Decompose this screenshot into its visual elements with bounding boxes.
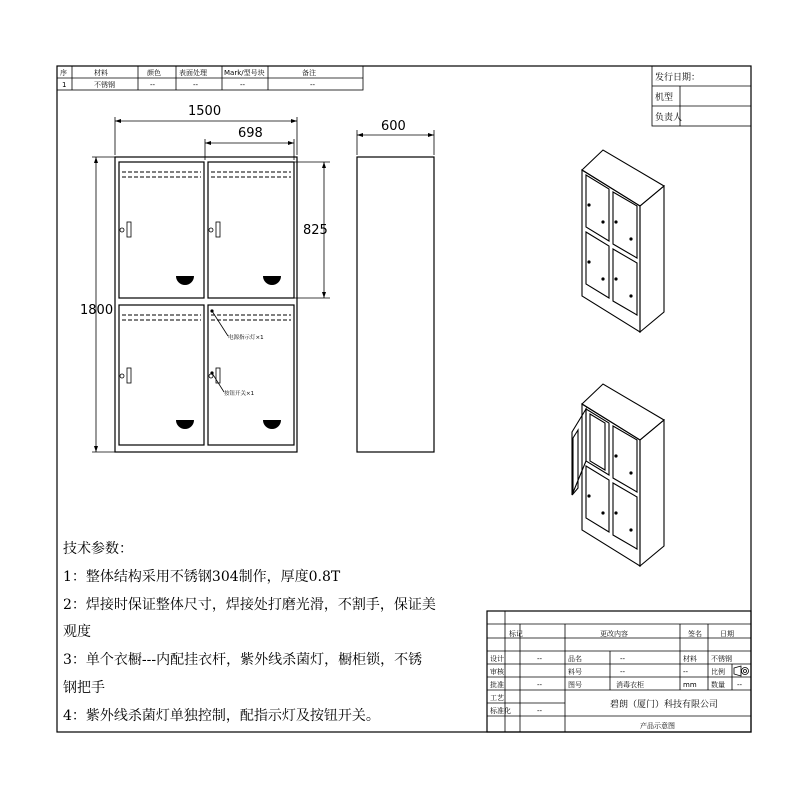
tb-approve-val: -- <box>537 681 543 689</box>
tb-qty: 数量 <box>711 681 725 689</box>
tb-code-val: -- <box>620 668 626 676</box>
tb-std: 标准化 <box>490 707 511 715</box>
info-issue-date: 发行日期： <box>655 73 701 83</box>
tb-name-val: -- <box>620 655 626 663</box>
parts-table <box>57 66 363 90</box>
tb-scale: 比例 <box>711 668 725 676</box>
tech-params <box>63 540 436 724</box>
door-vents <box>176 276 281 429</box>
parts-row-remark: -- <box>310 81 316 89</box>
tb-design-val: -- <box>537 655 543 663</box>
dim-door-height: 825 <box>303 223 328 238</box>
callout-indicator: 电源指示灯×1 <box>228 335 264 341</box>
parts-row-no: 1 <box>62 81 67 89</box>
tb-material-val: 不锈钢 <box>711 655 732 663</box>
tech-line-4: 4：紫外线杀菌灯单独控制，配指示灯及按钮开关。 <box>63 708 380 724</box>
parts-header-color: 颜色 <box>147 69 161 77</box>
tb-check: 审核 <box>490 668 504 676</box>
tb-date: 日期 <box>720 630 734 638</box>
projection-symbol-icon <box>734 666 749 676</box>
tb-sign: 签名 <box>688 630 702 638</box>
tech-line-2: 2：焊接时保证整体尺寸，焊接处打磨光滑，不割手，保证美 <box>63 597 436 613</box>
tb-change: 更改内容 <box>600 630 628 638</box>
isometric-open <box>572 384 664 566</box>
tb-design: 设计 <box>490 655 504 663</box>
parts-row-color: -- <box>150 81 156 89</box>
tb-qty-val: -- <box>737 681 743 689</box>
tb-company: 碧朗（厦门）科技有限公司 <box>610 700 719 710</box>
tb-subtitle: 产品示意图 <box>640 722 675 730</box>
parts-row-material: 不锈钢 <box>94 81 115 89</box>
tb-code: 料号 <box>568 668 582 676</box>
parts-header-remark: 备注 <box>302 69 316 77</box>
tech-title: 技术参数： <box>63 541 133 557</box>
tech-line-3b: 钢把手 <box>63 680 105 696</box>
door-bottom-right <box>208 305 294 445</box>
dim-total-height: 1800 <box>80 303 114 318</box>
dim-door-width: 698 <box>238 126 263 141</box>
tb-std-val: -- <box>537 707 543 715</box>
callout-button: 按钮开关×1 <box>224 391 255 397</box>
dim-total-width: 1500 <box>188 104 222 119</box>
title-block <box>487 611 751 732</box>
parts-header-no: 序 <box>60 69 67 77</box>
tb-drawing: 图号 <box>568 681 582 689</box>
parts-header-surface: 表面处理 <box>179 69 207 77</box>
tb-process: 工艺 <box>490 694 504 702</box>
tech-line-3: 3：单个衣橱---内配挂衣杆，紫外线杀菌灯，橱柜锁，不锈 <box>63 652 423 668</box>
info-model: 机型 <box>655 93 674 103</box>
parts-row-surface: -- <box>193 81 199 89</box>
parts-header-mark: Mark/型号块 <box>224 69 265 77</box>
tb-unit-val: mm <box>683 681 697 689</box>
tech-line-1: 1：整体结构采用不锈钢304制作，厚度0.8T <box>63 569 341 585</box>
tech-line-2b: 观度 <box>63 624 91 640</box>
door-top-right <box>208 162 294 298</box>
front-dimensions <box>80 104 330 452</box>
tb-drawing-val: 消毒衣柜 <box>616 681 644 689</box>
tb-approve: 批准 <box>490 681 504 689</box>
tb-material: 材料 <box>683 655 697 663</box>
info-owner: 负责人 <box>655 113 683 123</box>
tb-weight-val: -- <box>683 668 689 676</box>
isometric-closed <box>582 150 664 332</box>
info-box <box>652 66 751 126</box>
parts-header-material: 材料 <box>94 69 108 77</box>
tb-revision: 标记 <box>509 630 523 638</box>
dim-depth: 600 <box>381 119 406 134</box>
drawing-border <box>57 66 751 732</box>
parts-row-mark: -- <box>240 81 246 89</box>
tb-name: 品名 <box>568 655 582 663</box>
side-view <box>357 119 434 452</box>
door-handles <box>120 222 220 383</box>
front-view-cabinet <box>115 157 297 452</box>
